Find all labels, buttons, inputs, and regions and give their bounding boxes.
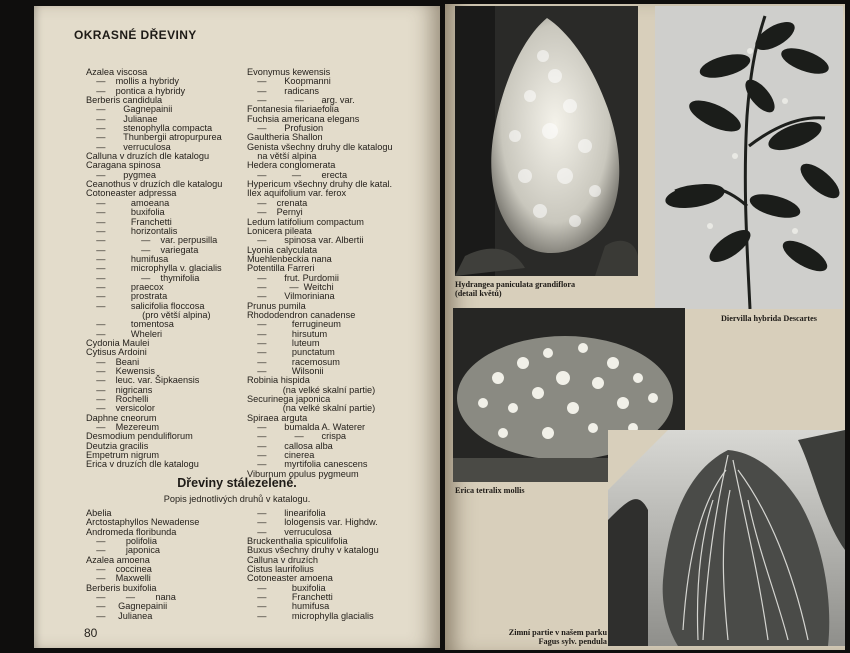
list-entry: Prunus pumila xyxy=(247,300,306,311)
list-entry: Arctostaphyllos Newadense xyxy=(86,517,200,528)
fagus-winter-photo xyxy=(608,430,845,646)
list-entry: — Vilmoriniana xyxy=(247,291,335,302)
list-entry: Potentilla Farreri xyxy=(247,263,315,274)
list-entry: — linearifolia xyxy=(247,508,326,518)
list-entry: — Kewensis xyxy=(86,366,155,376)
caption-diervilla: Diervilla hybrida Descartes xyxy=(721,314,817,323)
list-entry: — salicifolia floccosa xyxy=(86,300,205,311)
list-entry: Deutzia gracilis xyxy=(86,440,149,451)
list-entry: — — erecta xyxy=(247,169,348,180)
list-entry: Cydonia Maulei xyxy=(86,337,150,348)
list-entry: — — nana xyxy=(86,592,176,603)
list-entry: — versicolor xyxy=(86,403,155,414)
list-entry: — humifusa xyxy=(86,253,169,264)
list-entry: — — var. perpusilla xyxy=(86,235,218,246)
list-entry: — — Weitchi xyxy=(247,281,334,292)
list-entry: Cistus laurifolius xyxy=(247,564,314,575)
section-subtitle: Popis jednotlivých druhů v katalogu. xyxy=(163,494,311,504)
list-entry: Azalea viscosa xyxy=(86,67,148,77)
list-entry: Abelia xyxy=(86,508,112,518)
list-entry: — coccinea xyxy=(86,564,152,575)
list-entry: — microphylla glacialis xyxy=(247,610,374,621)
list-entry: (na velké skalní partie) xyxy=(247,384,376,395)
list-entry: Cotoneaster adpressa xyxy=(86,188,177,199)
list-entry: Lonicera pileata xyxy=(247,225,312,236)
list-entry: Gaultheria Shallon xyxy=(247,132,323,143)
list-entry: Genista všechny druhy dle katalogu xyxy=(247,141,393,152)
caption-hydrangea: Hydrangea paniculata grandiflora (detail květů) xyxy=(455,280,576,298)
list-entry: — Julianea xyxy=(86,610,153,621)
list-entry: — leuc. var. Šipkaensis xyxy=(86,375,200,386)
list-entry: — microphylla v. glacialis xyxy=(86,263,222,274)
list-entry: — Beani xyxy=(86,356,140,367)
list-entry: Buxus všechny druhy v katalogu xyxy=(247,545,379,556)
list-entry: — praecox xyxy=(86,281,164,292)
list-entry: — lologensis var. Highdw. xyxy=(247,517,378,528)
list-entry: — Wilsonii xyxy=(247,366,324,376)
list-entry: — Pernyi xyxy=(247,207,303,218)
list-entry: — — variegata xyxy=(86,244,199,255)
list-entry: Hedera conglomerata xyxy=(247,160,336,171)
list-entry: — amoeana xyxy=(86,197,170,208)
list-entry: Ilex aquifolium var. ferox xyxy=(247,188,347,199)
list-entry: — — arg. var. xyxy=(247,95,355,106)
plant-list-column-1 xyxy=(86,68,222,470)
list-entry: — hirsutum xyxy=(247,328,328,339)
list-entry: — Maxwelli xyxy=(86,573,151,584)
list-entry: Muehlenbeckia nana xyxy=(247,253,332,264)
list-entry: Bruckenthalia spiculifolia xyxy=(247,536,348,547)
list-entry: — luteum xyxy=(247,337,320,348)
diervilla-photo xyxy=(655,6,843,309)
list-entry: Desmodium penduliflorum xyxy=(86,431,193,442)
page-number: 80 xyxy=(84,626,98,640)
list-entry: — frut. Purdomii xyxy=(247,272,339,283)
right-page xyxy=(445,4,845,650)
list-entry: Caragana spinosa xyxy=(86,160,161,171)
list-entry: — pontica a hybridy xyxy=(86,85,186,96)
list-entry: — — thymifolia xyxy=(86,272,200,283)
list-entry: — buxifolia xyxy=(247,582,326,593)
list-entry: — punctatum xyxy=(247,347,335,358)
list-entry: — ferrugineum xyxy=(247,319,341,330)
list-entry: — tomentosa xyxy=(86,319,174,330)
list-entry: (pro větší alpina) xyxy=(86,309,211,320)
left-page xyxy=(34,6,440,648)
list-entry: — Wheleri xyxy=(86,328,163,339)
list-entry: Viburnum opulus pygmeum xyxy=(247,468,359,479)
list-entry: Fuchsia americana elegans xyxy=(247,113,360,124)
list-entry: Erica v druzích dle katalogu xyxy=(86,459,199,470)
list-entry: Berberis buxifolia xyxy=(86,582,157,593)
list-entry: — bumalda A. Waterer xyxy=(247,422,366,433)
caption-fagus: Zimní partie v našem parku Fagus sylv. pendula xyxy=(508,628,607,646)
list-entry: Lyonia calyculata xyxy=(247,244,318,255)
list-entry: — myrtifolia canescens xyxy=(247,459,368,470)
list-entry: (na velké skalní partie) xyxy=(247,403,376,414)
running-head: OKRASNÉ DŘEVINY xyxy=(74,28,197,42)
list-entry: — prostrata xyxy=(86,291,168,302)
list-entry: — Thunbergii atropurpurea xyxy=(86,132,222,143)
list-entry: — Franchetti xyxy=(247,592,333,603)
plant-list-column-2 xyxy=(247,68,393,479)
list-entry: — Gagnepainii xyxy=(86,104,173,115)
list-entry: — crenata xyxy=(247,197,308,208)
list-entry: Daphne cneorum xyxy=(86,412,157,423)
list-entry: Ceanothus v druzích dle katalogu xyxy=(86,179,223,190)
list-entry: Ledum latifolium compactum xyxy=(247,216,364,227)
list-entry: — verruculosa xyxy=(86,141,171,152)
list-entry: Spiraea arguta xyxy=(247,412,308,423)
list-entry: — Mezereum xyxy=(86,422,160,433)
list-entry: — Franchetti xyxy=(86,216,172,227)
list-entry: — polifolia xyxy=(86,536,157,547)
list-entry: — humifusa xyxy=(247,601,330,612)
list-entry: — Rochelli xyxy=(86,394,149,405)
list-entry: Empetrum nigrum xyxy=(86,450,160,461)
list-entry: Cytisus Ardoini xyxy=(86,347,147,358)
list-entry: Berberis candidula xyxy=(86,95,163,106)
list-entry: Azalea amoena xyxy=(86,554,150,565)
list-entry: — radicans xyxy=(247,85,319,96)
list-entry: — spinosa var. Albertii xyxy=(247,235,364,246)
list-entry: — — crispa xyxy=(247,431,347,442)
list-entry: Rhododendron canadense xyxy=(247,309,356,320)
list-entry: — cinerea xyxy=(247,450,315,461)
hydrangea-photo xyxy=(455,6,638,276)
list-entry: — japonica xyxy=(86,545,161,556)
list-entry: — mollis a hybridy xyxy=(86,76,179,87)
list-entry: — Koopmanni xyxy=(247,76,331,87)
list-entry: — stenophylla compacta xyxy=(86,123,213,134)
list-entry: — pygmea xyxy=(86,169,156,180)
evergreen-list-column-1 xyxy=(86,509,199,621)
list-entry: — Julianae xyxy=(86,113,158,124)
list-entry: Andromeda floribunda xyxy=(86,526,177,537)
list-entry: — verruculosa xyxy=(247,526,332,537)
evergreen-list-column-2 xyxy=(247,509,379,621)
list-entry: na větší alpina xyxy=(247,151,317,162)
list-entry: — nigricans xyxy=(86,384,153,395)
list-entry: Evonymus kewensis xyxy=(247,67,331,77)
list-entry: — horizontalis xyxy=(86,225,178,236)
list-entry: — racemosum xyxy=(247,356,340,367)
list-entry: — buxifolia xyxy=(86,207,165,218)
list-entry: Cotoneaster amoena xyxy=(247,573,333,584)
section-title: Dřeviny stálezelené. xyxy=(177,476,297,490)
list-entry: Securinega japonica xyxy=(247,394,331,405)
list-entry: Calluna v druzích dle katalogu xyxy=(86,151,210,162)
caption-erica: Erica tetralix mollis xyxy=(455,486,525,495)
list-entry: — Gagnepainii xyxy=(86,601,168,612)
list-entry: Hypericum všechny druhy dle katal. xyxy=(247,179,393,190)
list-entry: Fontanesia filariaefolia xyxy=(247,104,339,115)
list-entry: Calluna v druzích xyxy=(247,554,318,565)
list-entry: Robinia hispida xyxy=(247,375,310,386)
list-entry: — Profusion xyxy=(247,123,324,134)
list-entry: — callosa alba xyxy=(247,440,333,451)
